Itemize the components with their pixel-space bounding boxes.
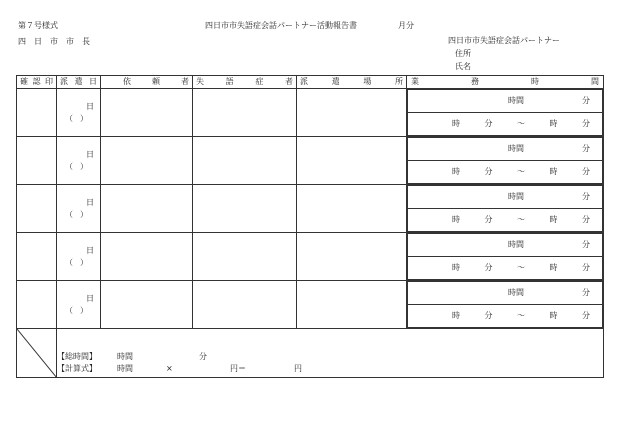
patient-cell[interactable] [193, 281, 297, 329]
recipient: 四 日 市 市 長 [18, 37, 90, 46]
confirm-seal-cell[interactable] [17, 137, 57, 185]
start-minute-unit: 分 [484, 167, 493, 176]
issuer: 四日市市失語症会話パートナー [448, 36, 560, 45]
day-unit: 日 [86, 101, 94, 111]
location-cell[interactable] [297, 233, 407, 281]
entry-row [17, 137, 604, 185]
dispatch-date-cell[interactable] [57, 233, 101, 281]
day-unit: 日 [86, 197, 94, 207]
location-cell[interactable] [297, 89, 407, 137]
requester-cell[interactable] [101, 89, 193, 137]
work-time-cell[interactable] [407, 185, 604, 233]
start-hour-unit: 時 [452, 311, 460, 320]
duration-line[interactable] [408, 282, 603, 305]
duration-line[interactable] [408, 186, 603, 209]
col-dispatch-date: 派 遣 日 [57, 76, 101, 89]
weekday-paren-open: （ [65, 257, 73, 267]
duration-hours-unit: 時間 [508, 192, 524, 201]
confirm-seal-cell[interactable] [17, 89, 57, 137]
col-confirm-seal: 確 認 印 [17, 76, 57, 89]
duration-minutes-unit: 分 [582, 192, 590, 201]
total-label: 【総時間】 [57, 352, 97, 361]
entry-row [17, 185, 604, 233]
day-unit: 日 [86, 245, 94, 255]
weekday-paren-close: ） [80, 257, 88, 267]
duration-hours-unit: 時間 [508, 288, 524, 297]
weekday-paren-open: （ [65, 209, 73, 219]
entry-row [17, 89, 604, 137]
patient-cell[interactable] [193, 89, 297, 137]
time-range-line[interactable] [408, 113, 603, 136]
day-unit: 日 [86, 149, 94, 159]
duration-minutes-unit: 分 [582, 288, 590, 297]
weekday-paren-close: ） [80, 161, 88, 171]
activity-report-table [16, 75, 604, 378]
day-unit: 日 [86, 293, 94, 303]
duration-hours-unit: 時間 [508, 96, 524, 105]
name-label: 氏名 [455, 62, 471, 71]
time-range-line[interactable] [408, 257, 603, 280]
work-time-cell[interactable] [407, 281, 604, 329]
location-cell[interactable] [297, 137, 407, 185]
confirm-seal-cell[interactable] [17, 185, 57, 233]
end-hour-unit: 時 [549, 311, 558, 320]
work-time-subtable [407, 89, 603, 136]
col-patient: 失 語 症 者 [193, 76, 297, 89]
range-tilde: ～ [517, 311, 525, 320]
weekday-paren-open: （ [65, 161, 73, 171]
range-tilde: ～ [517, 167, 525, 176]
dispatch-date-cell[interactable] [57, 89, 101, 137]
total-time-line [57, 351, 603, 363]
work-time-cell[interactable] [407, 89, 604, 137]
duration-line[interactable] [408, 90, 603, 113]
weekday-paren-open: （ [65, 305, 73, 315]
time-range-line[interactable] [408, 161, 603, 184]
duration-minutes-unit: 分 [582, 96, 590, 105]
end-minute-unit: 分 [582, 215, 590, 224]
work-time-subtable [407, 137, 603, 184]
duration-hours-unit: 時間 [508, 144, 524, 153]
duration-line[interactable] [408, 234, 603, 257]
form-number: 第７号様式 [18, 21, 58, 30]
location-cell[interactable] [297, 185, 407, 233]
work-time-cell[interactable] [407, 233, 604, 281]
confirm-seal-cell[interactable] [17, 281, 57, 329]
patient-cell[interactable] [193, 233, 297, 281]
form-title: 四日市市失語症会話パートナー活動報告書 [205, 21, 357, 30]
requester-cell[interactable] [101, 281, 193, 329]
requester-cell[interactable] [101, 137, 193, 185]
end-hour-unit: 時 [549, 119, 558, 128]
start-hour-unit: 時 [452, 167, 460, 176]
calc-times: × [166, 364, 173, 373]
footer-summary [57, 329, 604, 378]
time-range-line[interactable] [408, 209, 603, 232]
diagonal-line [17, 329, 57, 378]
start-hour-unit: 時 [452, 119, 460, 128]
start-minute-unit: 分 [484, 119, 493, 128]
total-minutes-unit: 分 [199, 352, 207, 361]
duration-minutes-unit: 分 [582, 240, 590, 249]
header-row [17, 76, 604, 89]
end-hour-unit: 時 [549, 167, 558, 176]
weekday-paren-close: ） [80, 305, 88, 315]
time-range-line[interactable] [408, 305, 603, 328]
address-label: 住所 [455, 49, 471, 58]
range-tilde: ～ [517, 119, 525, 128]
col-work-time: 業 務 時 間 [407, 76, 604, 89]
dispatch-date-cell[interactable] [57, 281, 101, 329]
weekday-paren-open: （ [65, 113, 73, 123]
weekday-paren-close: ） [80, 113, 88, 123]
start-minute-unit: 分 [484, 311, 493, 320]
start-hour-unit: 時 [452, 263, 460, 272]
calc-yen: 円 [294, 364, 302, 373]
col-location: 派 遣 場 所 [297, 76, 407, 89]
entry-row [17, 281, 604, 329]
calc-line [57, 363, 603, 375]
col-requester: 依 頼 者 [101, 76, 193, 89]
end-hour-unit: 時 [549, 215, 558, 224]
range-tilde: ～ [517, 215, 525, 224]
dispatch-date-cell[interactable] [57, 185, 101, 233]
work-time-subtable [407, 233, 603, 280]
dispatch-date-cell[interactable] [57, 137, 101, 185]
location-cell[interactable] [297, 281, 407, 329]
calc-label: 【計算式】 [57, 364, 97, 373]
calc-yen-equals: 円＝ [230, 364, 246, 373]
duration-line[interactable] [408, 138, 603, 161]
duration-minutes-unit: 分 [582, 144, 590, 153]
end-minute-unit: 分 [582, 119, 590, 128]
work-time-cell[interactable] [407, 137, 604, 185]
start-hour-unit: 時 [452, 215, 460, 224]
patient-cell[interactable] [193, 185, 297, 233]
patient-cell[interactable] [193, 137, 297, 185]
footer-diagonal-cell [17, 329, 57, 378]
start-minute-unit: 分 [484, 263, 493, 272]
duration-hours-unit: 時間 [508, 240, 524, 249]
requester-cell[interactable] [101, 233, 193, 281]
footer-row [17, 329, 604, 378]
end-hour-unit: 時 [549, 263, 558, 272]
weekday-paren-close: ） [80, 209, 88, 219]
total-hours-unit: 時間 [117, 352, 133, 361]
requester-cell[interactable] [101, 185, 193, 233]
end-minute-unit: 分 [582, 263, 590, 272]
end-minute-unit: 分 [582, 167, 590, 176]
calc-hours-unit: 時間 [117, 364, 133, 373]
month-label: 月分 [398, 21, 414, 30]
entry-row [17, 233, 604, 281]
start-minute-unit: 分 [484, 215, 493, 224]
range-tilde: ～ [517, 263, 525, 272]
work-time-subtable [407, 281, 603, 328]
work-time-subtable [407, 185, 603, 232]
confirm-seal-cell[interactable] [17, 233, 57, 281]
end-minute-unit: 分 [582, 311, 590, 320]
